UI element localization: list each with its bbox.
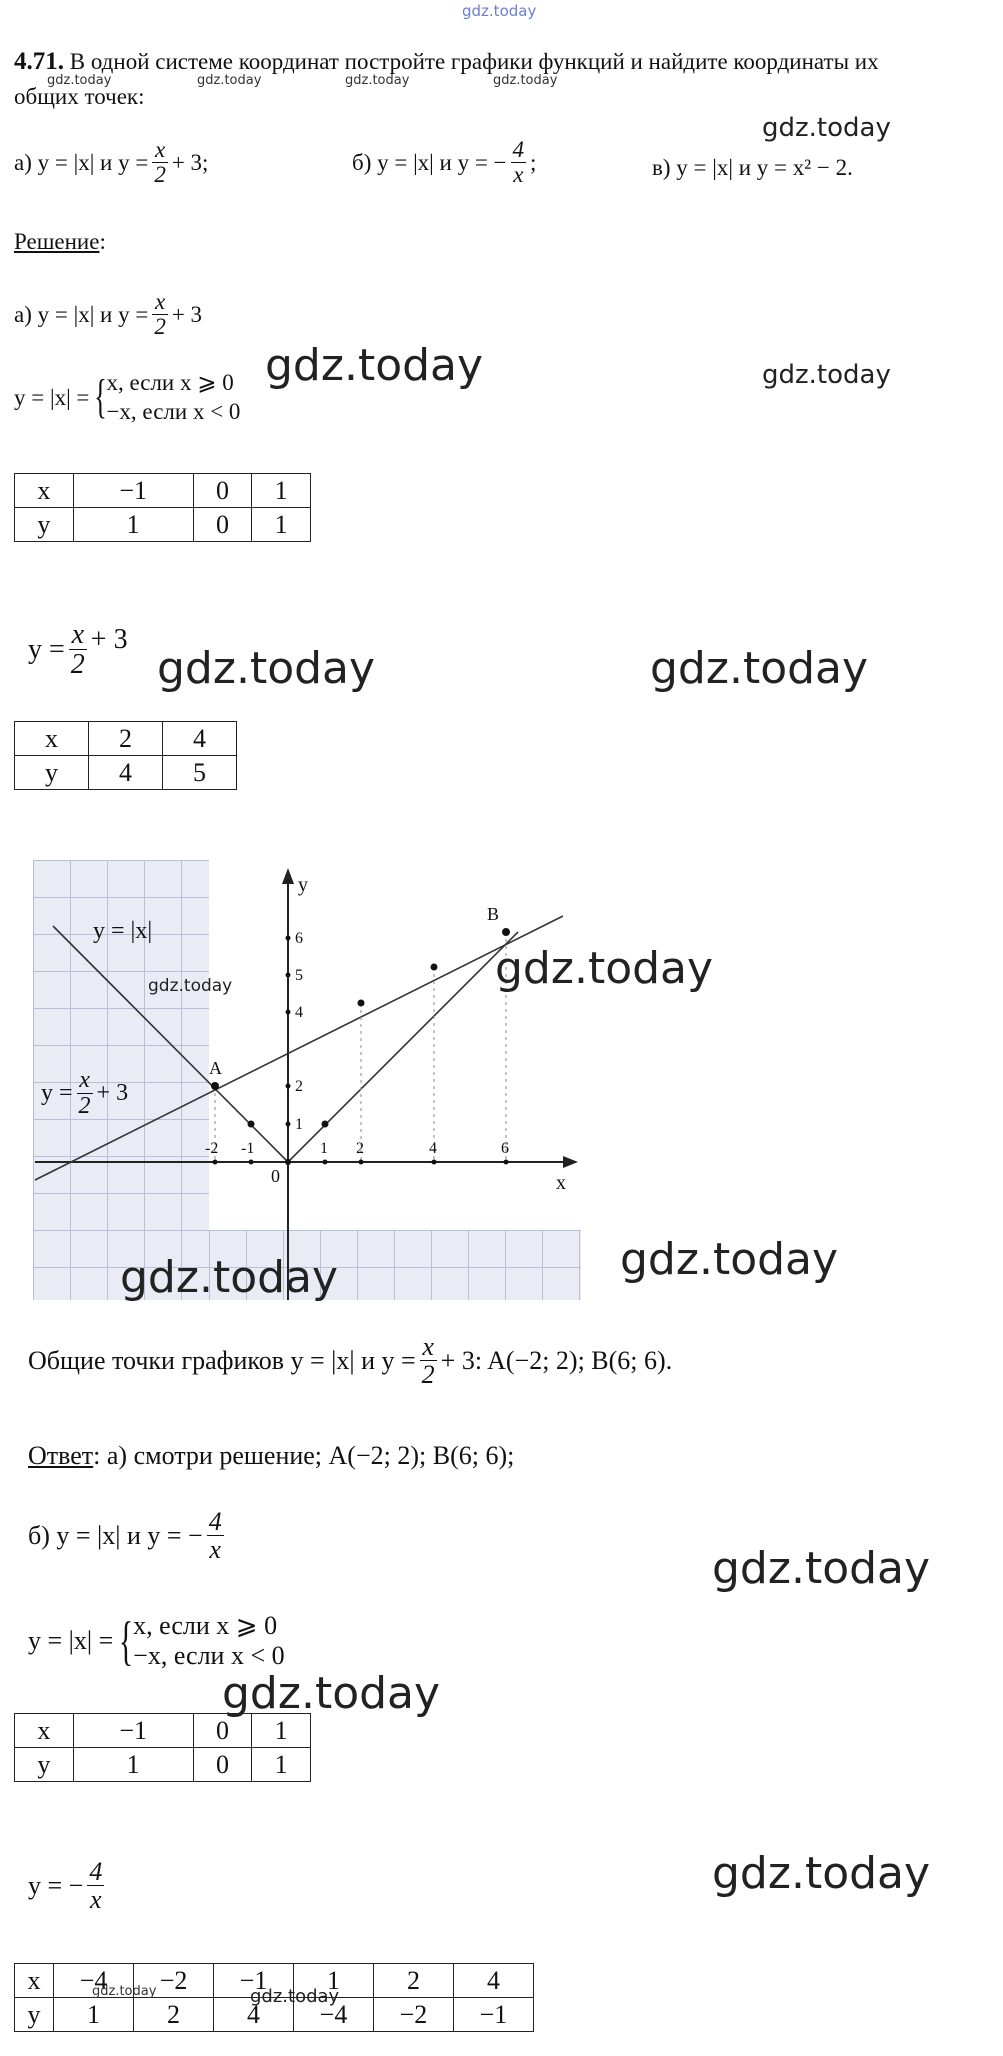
solution-label-colon: : xyxy=(99,229,106,254)
solution-label xyxy=(14,230,106,253)
y-tick-label: 5 xyxy=(295,967,303,984)
table-cell: 2 xyxy=(373,1964,453,1998)
table-abs-values-b xyxy=(14,1713,311,1782)
x-tick xyxy=(504,1160,509,1165)
watermark-big-7: gdz.today xyxy=(712,1543,931,1594)
table-cell: −1 xyxy=(73,1714,193,1748)
table-row xyxy=(15,474,311,508)
line-graph-label xyxy=(41,1068,128,1119)
part-a-num: x xyxy=(154,137,166,162)
table-cell: −1 xyxy=(214,1964,294,1998)
line-eq-prefix: y = xyxy=(28,633,65,665)
table-cell: x xyxy=(15,722,89,756)
line-eq-fraction xyxy=(69,620,87,680)
table-cell: x xyxy=(15,474,74,508)
solution-part-b-title xyxy=(28,1508,228,1564)
origin-label: 0 xyxy=(271,1166,280,1186)
table-cell: 1 xyxy=(73,508,193,542)
watermark-big-4: gdz.today xyxy=(495,943,714,994)
table-cell: −1 xyxy=(453,1998,533,2032)
solution-label-text: Решение xyxy=(14,229,100,254)
part-b-den: x xyxy=(513,162,524,188)
table-cell: 1 xyxy=(252,1714,311,1748)
part-b-suffix: ; xyxy=(530,150,537,176)
sol-a-prefix: а) y = |x| и y = xyxy=(14,302,149,328)
x-tick-label: -2 xyxy=(205,1140,219,1157)
abs-def-b-case1: x, если x ⩾ 0 xyxy=(133,1611,278,1640)
line-eq-suffix: + 3 xyxy=(90,623,128,655)
watermark-small-5: gdz.today xyxy=(92,1984,157,1999)
part-b-equation xyxy=(352,138,536,187)
answer-text: : а) смотри решение; A(−2; 2); B(6; 6); xyxy=(93,1441,515,1470)
hyp-eq-den: x xyxy=(90,1885,102,1915)
answer-line xyxy=(28,1443,514,1469)
x-tick-label: -1 xyxy=(241,1140,255,1157)
table-cell: 0 xyxy=(193,508,252,542)
abs-def-lhs: y = |x| = xyxy=(14,384,90,410)
watermark-big-9: gdz.today xyxy=(712,1848,931,1899)
common-points-fraction xyxy=(420,1333,437,1389)
point-a-label: A xyxy=(209,1058,222,1078)
y-tick xyxy=(286,1122,291,1127)
common-points-prefix: Общие точки графиков y = |x| и y = xyxy=(28,1345,416,1375)
x-tick xyxy=(359,1160,364,1165)
hyp-eq-fraction xyxy=(87,1858,104,1914)
part-a-den: 2 xyxy=(154,162,166,188)
table-cell: y xyxy=(15,508,74,542)
line-equation xyxy=(28,620,128,680)
watermark-small-3: gdz.today xyxy=(345,73,410,88)
table-row xyxy=(15,508,311,542)
problem-statement-line1 xyxy=(14,49,879,74)
hyp-eq-prefix: y = − xyxy=(28,1870,84,1900)
graph-point xyxy=(431,964,438,971)
watermark-big-2: gdz.today xyxy=(157,643,376,694)
sol-b-den: x xyxy=(209,1535,221,1565)
table-cell: 4 xyxy=(89,756,163,790)
brace-icon: { xyxy=(119,1611,134,1671)
sol-a-suffix: + 3 xyxy=(171,302,203,328)
sol-b-num: 4 xyxy=(208,1507,222,1536)
y-tick xyxy=(286,1084,291,1089)
abs-graph-label: y = |x| xyxy=(93,918,153,944)
part-a-prefix: а) y = |x| и y = xyxy=(14,150,149,176)
brace-icon: { xyxy=(94,370,108,423)
table-cell: y xyxy=(15,1748,74,1782)
abs-def-b-case2: −x, если x < 0 xyxy=(133,1641,285,1670)
sol-a-den: 2 xyxy=(154,314,166,340)
axis-y-label: y xyxy=(298,874,308,896)
table-cell: y xyxy=(15,1998,54,2032)
watermark-big-1: gdz.today xyxy=(265,340,484,391)
watermark-small-4: gdz.today xyxy=(493,73,558,88)
table-cell: 2 xyxy=(89,722,163,756)
watermark-big-5: gdz.today xyxy=(120,1252,339,1303)
x-axis-arrow xyxy=(563,1156,578,1168)
line-graph xyxy=(35,916,563,1180)
problem-statement-line2: общих точек: xyxy=(14,84,145,109)
abs-definition-a xyxy=(14,371,240,423)
watermark-small-1: gdz.today xyxy=(47,73,112,88)
table-cell: −2 xyxy=(373,1998,453,2032)
part-b-num: 4 xyxy=(512,137,525,162)
common-points-num: x xyxy=(422,1332,434,1361)
common-points-suffix: + 3: A(−2; 2); B(6; 6). xyxy=(440,1345,673,1375)
sol-a-fraction xyxy=(152,290,168,339)
part-b-prefix: б) y = |x| и y = − xyxy=(352,150,507,176)
table-cell: −4 xyxy=(54,1964,134,1998)
y-tick-label: 4 xyxy=(295,1004,303,1021)
table-cell: 1 xyxy=(54,1998,134,2032)
table-cell: 0 xyxy=(193,1714,252,1748)
table-cell: x xyxy=(15,1714,74,1748)
table-row xyxy=(15,1748,311,1782)
watermark-mid-1: gdz.today xyxy=(762,113,891,143)
y-tick xyxy=(286,973,291,978)
table-cell: 0 xyxy=(193,474,252,508)
part-a-fraction xyxy=(152,138,168,187)
answer-label: Ответ xyxy=(28,1441,94,1470)
problem-number: 4.71. xyxy=(14,48,64,75)
line-eq-den: 2 xyxy=(70,649,85,681)
table-line-values xyxy=(14,721,237,790)
common-points-den: 2 xyxy=(421,1360,435,1390)
table-cell: −2 xyxy=(134,1964,214,1998)
watermark-mid-2: gdz.today xyxy=(762,360,891,390)
table-cell: −1 xyxy=(73,474,193,508)
graph-point xyxy=(502,928,510,936)
abs-definition-b xyxy=(28,1613,285,1669)
part-a-suffix: + 3; xyxy=(171,150,209,176)
y-tick xyxy=(286,936,291,941)
table-cell: 5 xyxy=(163,756,237,790)
line-label-num: x xyxy=(79,1067,90,1093)
table-cell: 1 xyxy=(252,508,311,542)
abs-def-case2: −x, если x < 0 xyxy=(106,399,241,424)
axis-x-label: x xyxy=(556,1172,566,1194)
table-abs-values xyxy=(14,473,311,542)
point-b-label: B xyxy=(487,904,500,924)
y-tick-label: 1 xyxy=(295,1116,303,1133)
watermark-top: gdz.today xyxy=(462,2,537,20)
x-tick-label: 4 xyxy=(429,1140,437,1157)
table-cell: 1 xyxy=(252,474,311,508)
statement-text: В одной системе координат постройте графики функций и найдите координаты их xyxy=(69,49,879,74)
table-cell: 4 xyxy=(214,1998,294,2032)
x-tick xyxy=(323,1160,328,1165)
y-axis-arrow xyxy=(282,868,294,884)
abs-graph-right xyxy=(288,932,518,1162)
graph-point xyxy=(285,1159,291,1165)
table-cell: x xyxy=(15,1964,54,1998)
x-tick xyxy=(432,1160,437,1165)
table-cell: 2 xyxy=(134,1998,214,2032)
table-cell: 1 xyxy=(252,1748,311,1782)
sol-b-fraction xyxy=(207,1508,224,1564)
part-c-equation: в) y = |x| и y = x² − 2. xyxy=(652,155,853,180)
table-cell: 1 xyxy=(294,1964,374,1998)
x-tick xyxy=(249,1160,254,1165)
abs-def-b-lhs: y = |x| = xyxy=(28,1626,114,1655)
table-cell: 4 xyxy=(163,722,237,756)
table-row xyxy=(15,722,237,756)
x-tick xyxy=(213,1160,218,1165)
line-label-suffix: + 3 xyxy=(96,1080,129,1107)
graph-point xyxy=(211,1082,219,1090)
y-tick-label: 2 xyxy=(295,1078,303,1095)
y-tick-label: 6 xyxy=(295,930,303,947)
watermark-small-2: gdz.today xyxy=(197,73,262,88)
line-label-prefix: y = xyxy=(41,1080,73,1107)
solution-part-a-title xyxy=(14,290,202,339)
part-a-equation xyxy=(14,138,208,187)
watermark-big-3: gdz.today xyxy=(650,643,869,694)
table-cell: 1 xyxy=(73,1748,193,1782)
hyperbola-equation xyxy=(28,1858,108,1914)
sol-b-prefix: б) y = |x| и y = − xyxy=(28,1520,203,1550)
table-row xyxy=(15,756,237,790)
common-points-statement xyxy=(28,1333,672,1389)
hyp-eq-num: 4 xyxy=(89,1857,103,1886)
graph-point xyxy=(248,1121,255,1128)
table-cell: 4 xyxy=(453,1964,533,1998)
watermark-graph-small: gdz.today xyxy=(148,976,233,996)
graph-point xyxy=(322,1121,329,1128)
table-cell: 0 xyxy=(193,1748,252,1782)
table-cell: −4 xyxy=(294,1998,374,2032)
line-label-fraction xyxy=(77,1068,93,1119)
x-tick-label: 6 xyxy=(501,1140,509,1157)
graph-point xyxy=(358,1000,365,1007)
table-cell: y xyxy=(15,756,89,790)
watermark-small-6: gdz.today xyxy=(250,1986,340,2007)
x-tick-label: 2 xyxy=(356,1140,364,1157)
x-tick-label: 1 xyxy=(320,1140,328,1157)
sol-a-num: x xyxy=(154,289,166,314)
y-tick xyxy=(286,1010,291,1015)
line-label-den: 2 xyxy=(78,1093,91,1120)
watermark-big-6: gdz.today xyxy=(620,1234,839,1285)
line-eq-num: x xyxy=(71,619,85,650)
abs-def-case1: x, если x ⩾ 0 xyxy=(106,370,234,395)
graph-figure xyxy=(33,860,583,1300)
watermark-big-8: gdz.today xyxy=(222,1668,441,1719)
part-b-fraction xyxy=(511,138,527,187)
